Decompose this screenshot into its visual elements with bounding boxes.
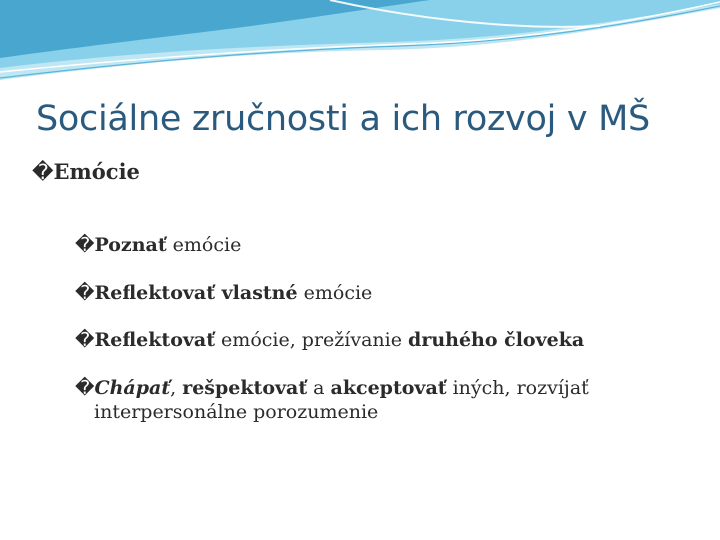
- slide-title: Sociálne zručnosti a ich rozvoj v MŠ: [36, 99, 650, 139]
- sub-bullet-4: [75, 376, 675, 424]
- main-point-text: Emócie: [53, 159, 140, 184]
- sub-bullet-2: [75, 281, 372, 305]
- sub-bullet-text: druhého človeka: [408, 329, 585, 351]
- sub-bullet-text: Chápať: [94, 377, 171, 399]
- sub-bullet-text: emócie: [297, 282, 373, 304]
- bullet-icon: �: [75, 282, 95, 304]
- sub-bullet-text: rešpektovať: [182, 377, 308, 399]
- sub-bullet-text: emócie: [166, 234, 242, 256]
- bullet-icon: �: [75, 329, 95, 351]
- sub-bullet-1: [75, 233, 241, 257]
- sub-bullet-text: akceptovať: [330, 377, 447, 399]
- sub-bullet-3: [75, 328, 584, 352]
- bullet-icon: �: [75, 234, 95, 256]
- sub-bullet-text: Poznať: [94, 234, 167, 256]
- sub-bullet-text: iných, rozvíjať: [446, 377, 589, 399]
- sub-bullet-text: ,: [170, 377, 183, 399]
- sub-bullet-text: a: [307, 377, 331, 399]
- bullet-icon: �: [75, 377, 95, 399]
- bullet-icon: �: [32, 160, 54, 184]
- sub-bullet-text: emócie, prežívanie: [215, 329, 409, 351]
- main-bullet-emocie: [32, 160, 140, 184]
- sub-bullet-text: Reflektovať: [94, 329, 216, 351]
- header-wave-decoration: [0, 0, 720, 100]
- sub-bullet-text: Reflektovať vlastné: [94, 282, 298, 304]
- sub-bullet-continuation: interpersonálne porozumenie: [94, 401, 379, 423]
